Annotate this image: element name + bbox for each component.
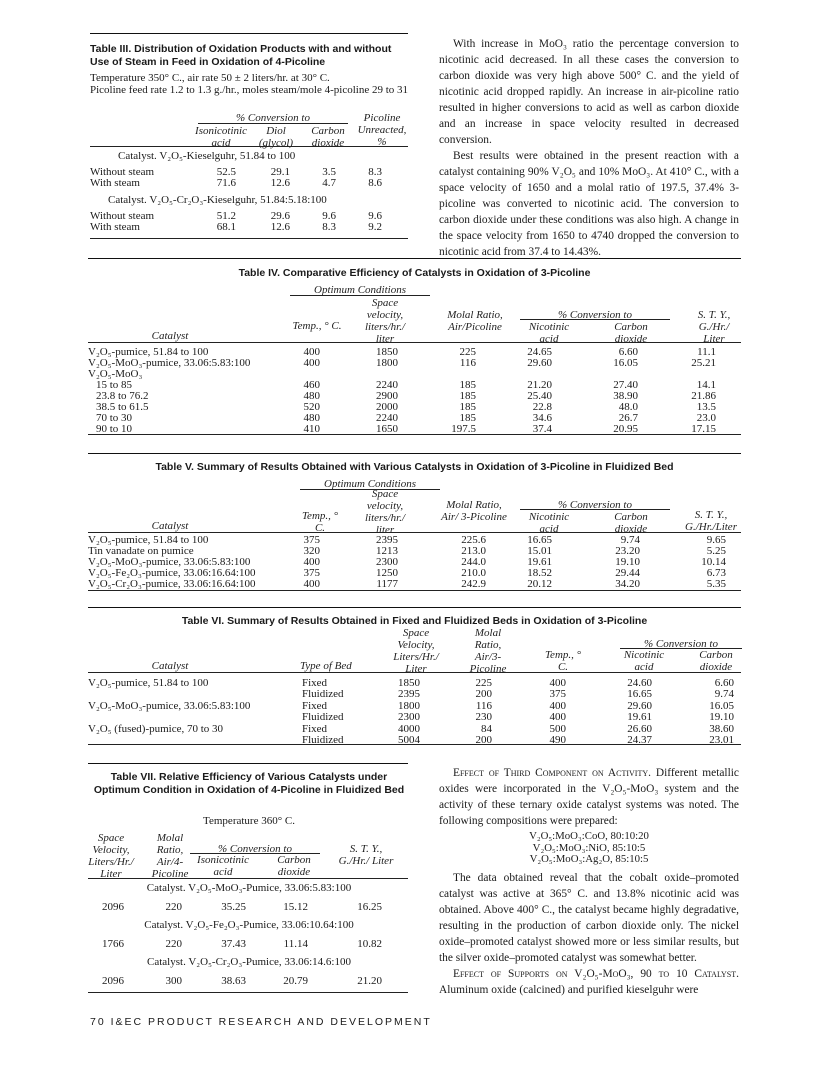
table-cell: 220 xyxy=(165,901,182,913)
table-cell: 2000 xyxy=(376,401,398,413)
table-cell: 38.63 xyxy=(221,975,246,987)
table-cell: 25.40 xyxy=(527,390,552,402)
table-cell: 16.05 xyxy=(709,700,734,712)
table-cell: 2395 xyxy=(376,534,398,546)
table-cell: 225 xyxy=(459,346,476,358)
table-row-label: With steam xyxy=(90,177,140,189)
table-cell: 16.65 xyxy=(527,534,552,546)
table-v-optimum-header: Optimum Conditions xyxy=(324,478,416,490)
composition-item: V₂O₅:MoO₃:CoO, 80:10:20 xyxy=(529,830,649,842)
table-row-label: V₂O₅-MoO₃-pumice, 33.06:5.83:100 xyxy=(88,357,251,369)
table-cell: 10.14 xyxy=(701,556,726,568)
table-cell: 34.20 xyxy=(615,578,640,590)
table-row-label: Without steam xyxy=(90,210,155,222)
table-iii-caption: Table III. Distribution of Oxidation Products with and without Use of Steam in Feed in Oxidation of 4-Picoline xyxy=(90,43,392,68)
table-iii-note-2: Picoline feed rate 1.2 to 1.3 g./hr., moles steam/mole 4-picoline 29 to 31 xyxy=(90,84,409,96)
table-cell: 23.01 xyxy=(709,734,734,746)
table-cell: 500 xyxy=(549,723,566,735)
table-iii-conversion-header: % Conversion to xyxy=(236,112,310,124)
table-vi-caption: Table VI. Summary of Results Obtained in Fixed and Fluidized Beds in Oxidation of 3-Picoline xyxy=(181,615,648,627)
table-cell: 2096 xyxy=(102,901,124,913)
table-row-label: 90 to 10 xyxy=(96,423,133,435)
table-cell: 5.25 xyxy=(706,545,726,557)
table-cell: 16.65 xyxy=(627,688,652,700)
table-cell: 185 xyxy=(459,401,476,413)
table-row-label: V₂O₅-MoO₃ xyxy=(88,368,143,380)
table-cell: 225 xyxy=(475,677,492,689)
table-iii-col-carbon-dioxide: Carbon dioxide xyxy=(311,125,345,149)
table-cell: 18.52 xyxy=(527,567,552,579)
table-cell: 26.7 xyxy=(618,412,638,424)
table-cell: 400 xyxy=(549,700,566,712)
table-cell: 8.3 xyxy=(368,166,382,178)
table-cell: 320 xyxy=(303,545,320,557)
table-row-label: Without steam xyxy=(90,166,155,178)
table-vii-col-sty: S. T. Y., G./Hr./ Liter xyxy=(338,843,394,867)
table-cell: 51.2 xyxy=(216,210,236,222)
table-row-label: V₂O₅-MoO₃-pumice, 33.06:5.83:100 xyxy=(88,700,251,712)
table-cell: 12.6 xyxy=(270,177,290,189)
table-iv-col-molal-ratio: Molal Ratio, Air/Picoline xyxy=(447,309,503,333)
table-cell: 8.6 xyxy=(368,177,382,189)
table-row-label: With steam xyxy=(90,221,140,233)
table-cell: 29.44 xyxy=(615,567,640,579)
table-cell: 6.60 xyxy=(714,677,734,689)
table-cell: 520 xyxy=(303,401,320,413)
table-v-caption: Table V. Summary of Results Obtained with Various Catalysts in Oxidation of 3-Picoline in Fluidized Bed xyxy=(155,461,674,473)
table-row-label: Tin vanadate on pumice xyxy=(88,545,194,557)
results-paragraph: The data obtained reveal that the cobalt oxide–promoted catalyst was active at 365° C. and 13.8% nicotinic acid was obtained. Above 400° C., the catalyst became highly degradative, resulting in the production of carbon dioxide only. The nickel oxide–promoted catalyst showed more or less similar results, but the silver oxide–promoted catalyst was somewhat better. xyxy=(439,871,739,964)
table-v-col-catalyst: Catalyst xyxy=(151,520,189,532)
table-vii-conversion-header: % Conversion to xyxy=(218,843,292,855)
composition-list xyxy=(439,831,739,866)
table-cell: 20.79 xyxy=(283,975,308,987)
table-vii-section-title: Catalyst. V₂O₅-Cr₂O₃-Pumice, 33.06:14.6:100 xyxy=(147,956,351,968)
table-cell: 9.2 xyxy=(368,221,382,233)
table-cell: 220 xyxy=(165,938,182,950)
table-cell: 197.5 xyxy=(451,423,476,435)
table-cell: 37.4 xyxy=(532,423,552,435)
table-iv-col-space-velocity: Space velocity, liters/hr./ liter xyxy=(364,297,406,345)
table-vi-col-bed: Type of Bed xyxy=(300,660,352,672)
table-cell: 17.15 xyxy=(691,423,716,435)
table-cell: 2096 xyxy=(102,975,124,987)
table-cell: 116 xyxy=(475,700,492,712)
table-cell: 19.61 xyxy=(627,711,652,723)
table-cell: 200 xyxy=(475,688,492,700)
table-cell: Fixed xyxy=(302,677,328,689)
table-cell: 400 xyxy=(303,556,320,568)
table-iv-optimum-header: Optimum Conditions xyxy=(314,284,406,296)
table-cell: 19.61 xyxy=(527,556,552,568)
table-cell: 1800 xyxy=(376,357,398,369)
table-cell: 400 xyxy=(303,578,320,590)
table-iii-section-title: Catalyst. V₂O₅-Kieselguhr, 51.84 to 100 xyxy=(118,150,296,162)
section-heading-supports: Effect of Supports on V₂O₅-MoO₃, 90 to 10 Catalyst. xyxy=(453,967,739,980)
table-cell: 24.65 xyxy=(527,346,552,358)
table-cell: 34.6 xyxy=(532,412,552,424)
table-cell: 185 xyxy=(459,412,476,424)
table-cell: 9.6 xyxy=(322,210,336,222)
table-cell: 400 xyxy=(549,711,566,723)
table-cell: 375 xyxy=(303,567,320,579)
table-cell: 26.60 xyxy=(627,723,652,735)
table-cell: 185 xyxy=(459,390,476,402)
table-cell: 11.14 xyxy=(283,938,308,950)
table-iv-caption: Table IV. Comparative Efficiency of Catalysts in Oxidation of 3-Picoline xyxy=(238,267,591,279)
table-cell: 2240 xyxy=(376,379,398,391)
table-cell: 48.0 xyxy=(618,401,638,413)
table-cell: 480 xyxy=(303,412,320,424)
table-cell: 9.74 xyxy=(714,688,734,700)
table-iii-col-isonicotinic: Isonicotinic acid xyxy=(195,125,247,149)
table-cell: 22.8 xyxy=(532,401,552,413)
table-cell: 213.0 xyxy=(461,545,486,557)
table-cell: Fluidized xyxy=(302,711,344,723)
table-cell: 9.6 xyxy=(368,210,382,222)
table-iv-col-nicotinic: Nicotinic acid xyxy=(528,321,570,345)
table-v-col-sty: S. T. Y., G./Hr./Liter xyxy=(685,509,737,533)
table-cell: 2395 xyxy=(398,688,420,700)
table-v-col-space-velocity: Space velocity, liters/hr./ liter xyxy=(364,488,406,536)
table-v-col-nicotinic: Nicotinic acid xyxy=(528,511,570,535)
table-cell: 242.9 xyxy=(461,578,486,590)
table-cell: 38.90 xyxy=(613,390,638,402)
table-iv-col-sty: S. T. Y., G./Hr./ Liter xyxy=(697,309,731,345)
table-cell: 24.60 xyxy=(627,677,652,689)
table-cell: 24.37 xyxy=(627,734,652,746)
table-cell: 400 xyxy=(303,346,320,358)
table-cell: 10.82 xyxy=(357,938,382,950)
intro-text xyxy=(439,36,739,260)
table-cell: 12.6 xyxy=(270,221,290,233)
table-cell: 460 xyxy=(303,379,320,391)
table-row-label: V₂O₅-Fe₂O₃-pumice, 33.06:16.64:100 xyxy=(88,567,256,579)
table-cell: 20.12 xyxy=(527,578,552,590)
table-cell: 1766 xyxy=(102,938,124,950)
table-cell: 2240 xyxy=(376,412,398,424)
table-cell: Fluidized xyxy=(302,734,344,746)
table-row-label: 15 to 85 xyxy=(96,379,133,391)
table-vi-col-nicotinic: Nicotinic acid xyxy=(623,649,665,673)
table-cell: 3.5 xyxy=(322,166,336,178)
table-vii-col-space-velocity: Space Velocity, Liters/Hr./ Liter xyxy=(88,832,134,880)
table-cell: 15.01 xyxy=(527,545,552,557)
table-cell: 5004 xyxy=(398,734,420,746)
table-vi-col-molal-ratio: Molal Ratio, Air/3- Picoline xyxy=(469,627,507,675)
table-row-label: V₂O₅ (fused)-pumice, 70 to 30 xyxy=(88,723,224,735)
table-cell: 2300 xyxy=(398,711,420,723)
table-vii-section-title: Catalyst. V₂O₅-Fe₂O₃-Pumice, 33.06:10.64:100 xyxy=(144,919,354,931)
table-cell: 9.65 xyxy=(706,534,726,546)
table-cell: 25.21 xyxy=(691,357,716,369)
table-row-label: V₂O₅-MoO₃-pumice, 33.06:5.83:100 xyxy=(88,556,251,568)
table-iv-conversion-header: % Conversion to xyxy=(558,309,632,321)
table-cell: 6.60 xyxy=(618,346,638,358)
table-cell: 21.20 xyxy=(527,379,552,391)
composition-item: V₂O₅:MoO₃:NiO, 85:10:5 xyxy=(532,841,646,854)
table-cell: Fluidized xyxy=(302,688,344,700)
table-vi-col-temp: Temp., ° C. xyxy=(544,649,582,673)
table-vii-col-molal-ratio: Molal Ratio, Air/4- Picoline xyxy=(151,832,189,880)
table-row-label: V₂O₅-Cr₂O₃-pumice, 33.06:16.64:100 xyxy=(88,578,256,590)
table-cell: 490 xyxy=(549,734,566,746)
table-cell: 200 xyxy=(475,734,492,746)
table-v-col-molal-ratio: Molal Ratio, Air/ 3-Picoline xyxy=(441,499,507,523)
table-cell: 1650 xyxy=(376,423,398,435)
table-vi-col-carbon-dioxide: Carbon dioxide xyxy=(699,649,733,673)
table-iv-col-temp: Temp., ° C. xyxy=(292,320,342,332)
table-cell: 185 xyxy=(459,379,476,391)
table-cell: 13.5 xyxy=(696,401,716,413)
table-row-label: 70 to 30 xyxy=(96,412,133,424)
table-iii-note-1: Temperature 350° C., air rate 50 ± 2 liters/hr. at 30° C. xyxy=(90,72,330,84)
table-cell: 225.6 xyxy=(461,534,486,546)
table-cell: 300 xyxy=(165,975,182,987)
table-v-col-carbon-dioxide: Carbon dioxide xyxy=(614,511,648,535)
table-cell: 5.35 xyxy=(706,578,726,590)
table-cell: 1850 xyxy=(398,677,420,689)
table-cell: 410 xyxy=(303,423,320,435)
table-cell: 37.43 xyxy=(221,938,246,950)
table-cell: 29.6 xyxy=(270,210,290,222)
table-cell: 29.1 xyxy=(270,166,290,178)
table-cell: 11.1 xyxy=(697,346,716,358)
table-cell: 400 xyxy=(303,357,320,369)
table-vii-caption: Table VII. Relative Efficiency of Various Catalysts under Optimum Condition in Oxidation of 4-Picoline in Fluidized Bed xyxy=(93,771,405,796)
table-cell: 116 xyxy=(459,357,476,369)
table-cell: 375 xyxy=(303,534,320,546)
table-cell: 1250 xyxy=(376,567,398,579)
table-cell: 15.12 xyxy=(283,901,308,913)
table-iv-col-carbon-dioxide: Carbon dioxide xyxy=(614,321,648,345)
table-cell: 27.40 xyxy=(613,379,638,391)
table-cell: 210.0 xyxy=(461,567,486,579)
table-cell: Fixed xyxy=(302,723,328,735)
table-cell: 4.7 xyxy=(322,177,336,189)
table-iii-section-title: Catalyst. V₂O₅-Cr₂O₃-Kieselguhr, 51.84:5.18:100 xyxy=(108,194,327,206)
table-row-label: 23.8 to 76.2 xyxy=(96,390,149,402)
table-cell: 84 xyxy=(481,723,492,735)
table-vi-conversion-header: % Conversion to xyxy=(644,638,718,650)
table-cell: 1800 xyxy=(398,700,420,712)
table-iii-col-diol: Diol (glycol) xyxy=(258,125,294,149)
table-v-col-temp: Temp., ° C. xyxy=(301,510,339,534)
table-cell: 71.6 xyxy=(216,177,236,189)
table-cell: 23.0 xyxy=(696,412,716,424)
table-cell: Fixed xyxy=(302,700,328,712)
table-iv-col-catalyst: Catalyst xyxy=(151,330,189,342)
table-vii-col-carbon-dioxide: Carbon dioxide xyxy=(277,854,311,878)
table-row-label: V₂O₅-pumice, 51.84 to 100 xyxy=(88,534,209,546)
table-iii-col-picoline: Picoline Unreacted, % xyxy=(357,112,407,148)
table-cell: 1850 xyxy=(376,346,398,358)
table-cell: 19.10 xyxy=(615,556,640,568)
composition-item: V₂O₅:MoO₃:Ag₂O, 85:10:5 xyxy=(529,853,649,865)
table-vi-col-catalyst: Catalyst xyxy=(151,660,189,672)
table-vii-section-title: Catalyst. V₂O₅-MoO₃-Pumice, 33.06:5.83:100 xyxy=(146,882,352,894)
table-cell: 6.73 xyxy=(706,567,726,579)
section-heading-third-component: Effect of Third Component on Activity. xyxy=(453,767,651,779)
table-cell: 16.05 xyxy=(613,357,638,369)
table-cell: 21.20 xyxy=(357,975,382,987)
table-cell: 14.1 xyxy=(696,379,716,391)
table-cell: 20.95 xyxy=(613,423,638,435)
table-cell: 2900 xyxy=(376,390,398,402)
table-cell: 230 xyxy=(475,711,492,723)
table-cell: 16.25 xyxy=(357,901,382,913)
table-cell: 480 xyxy=(303,390,320,402)
table-row-label: V₂O₅-pumice, 51.84 to 100 xyxy=(88,346,209,358)
table-v-conversion-header: % Conversion to xyxy=(558,499,632,511)
table-row-label: V₂O₅-pumice, 51.84 to 100 xyxy=(88,677,209,689)
table-cell: 19.10 xyxy=(709,711,734,723)
table-cell: 4000 xyxy=(398,723,420,735)
table-cell: 2300 xyxy=(376,556,398,568)
intro-paragraph-1: With increase in MoO₃ ratio the percentage conversion to nicotinic acid decreased. In all these cases the conversion to carbon dioxide was very high above 500° C. and the yield of nicotinic acid dropped rapidly. An increase in air-picoline ratio resulted in higher conversions to acid as well as carbon dioxide and an increase in space velocity resulted in decreased conversion. xyxy=(439,38,739,146)
table-cell: 9.74 xyxy=(620,534,640,546)
table-cell: 68.1 xyxy=(216,221,236,233)
page-footer: 70 I&EC PRODUCT RESEARCH AND DEVELOPMENT xyxy=(90,1016,432,1028)
table-cell: 52.5 xyxy=(216,166,236,178)
table-cell: 375 xyxy=(549,688,566,700)
table-row-label: 38.5 to 61.5 xyxy=(96,401,149,413)
table-vi-col-space-velocity: Space Velocity, Liters/Hr./ Liter xyxy=(393,627,439,675)
table-cell: 244.0 xyxy=(461,556,486,568)
table-cell: 35.25 xyxy=(221,901,246,913)
table-cell: 8.3 xyxy=(322,221,336,233)
table-vii-col-isonicotinic: Isonicotinic acid xyxy=(197,854,249,878)
table-cell: 23.20 xyxy=(615,545,640,557)
table-cell: 1213 xyxy=(376,545,398,557)
ternary-paragraph: Different metallic oxides were incorporated in the V₂O₅-MoO₃ system and the activity of these ternary oxide catalyst systems was noted. The following compositions were prepared: xyxy=(439,767,739,827)
table-cell: 21.86 xyxy=(691,390,716,402)
table-cell: 29.60 xyxy=(527,357,552,369)
table-cell: 1177 xyxy=(376,578,398,590)
intro-paragraph-2: Best results were obtained in the present reaction with a catalyst containing 90% V₂O₅ and 10% MoO₃. At 410° C., with a space velocity of 1650 and a molal ratio of 197.5, 37.4% 3-picoline was converted to nicotinic acid. The conversion to carbon dioxide under these conditions was also high. A change in the space velocity from 1650 to 4740 dropped the conversion to nicotinic acid from 37.4 to 14.43%. xyxy=(439,150,739,258)
table-cell: 29.60 xyxy=(627,700,652,712)
ternary-section xyxy=(439,765,739,998)
table-vii-temperature: Temperature 360° C. xyxy=(203,815,295,827)
table-cell: 38.60 xyxy=(709,723,734,735)
table-cell: 400 xyxy=(549,677,566,689)
supports-paragraph: Aluminum oxide (calcined) and purified kieselguhr were xyxy=(439,983,699,996)
